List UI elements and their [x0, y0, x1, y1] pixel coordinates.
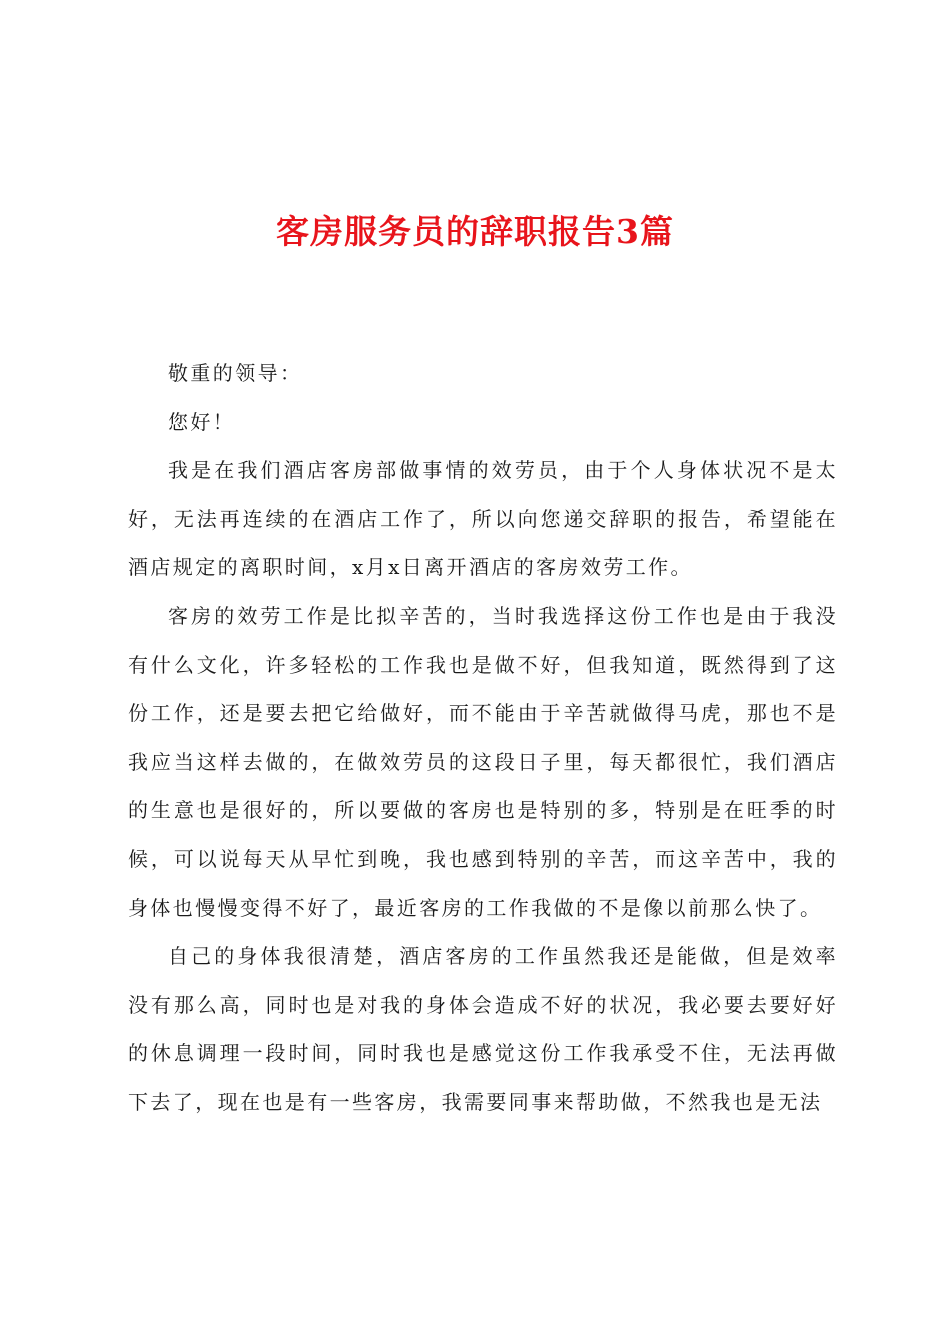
document-title: 客房服务员的辞职报告3篇	[276, 212, 674, 251]
document-body	[128, 349, 838, 1127]
greeting: 您好！	[168, 409, 236, 434]
body-paragraph: 自己的身体我很清楚，酒店客房的工作虽然我还是能做，但是效率没有那么高，同时也是对我的身体会造成不好的状况，我必要去要好好的休息调理一段时间，同时我也是感觉这份工作我承受不住，无法再做下去了，现在也是有一些客房，我需要同事来帮助做，不然我也是无法	[128, 944, 838, 1114]
body-paragraph: 我是在我们酒店客房部做事情的效劳员，由于个人身体状况不是太好，无法再连续的在酒店工作了，所以向您递交辞职的报告，希望能在酒店规定的离职时间，x月x日离开酒店的客房效劳工作。	[128, 458, 838, 580]
salutation: 敬重的领导：	[168, 361, 303, 385]
body-paragraph: 客房的效劳工作是比拟辛苦的，当时我选择这份工作也是由于我没有什么文化，许多轻松的工作我也是做不好，但我知道，既然得到了这份工作，还是要去把它给做好，而不能由于辛苦就做得马虎，那也不是我应当这样去做的，在做效劳员的这段日子里，每天都很忙，我们酒店的生意也是很好的，所以要做的客房也是特别的多，特别是在旺季的时候，可以说每天从早忙到晚，我也感到特别的辛苦，而这辛苦中，我的身体也慢慢变得不好了，最近客房的工作我做的不是像以前那么快了。	[128, 603, 838, 920]
